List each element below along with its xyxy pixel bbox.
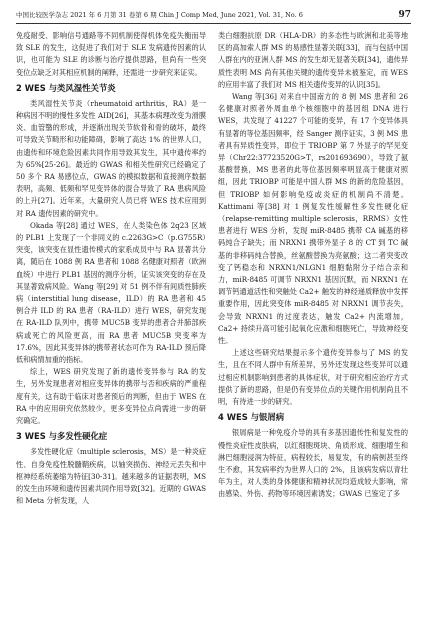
section-2-paragraph-3: 综上，WES 研究发现了新的遗传变异参与 RA 的发生，另外发现患者对相应变异体的携带与否和疾病的严重程度有关，这有助于临床对患者预后的判断，但由于 WES 在 RA 中的应用研究依然较少，更多变异位点尚需进一步的研究确定。 — [16, 367, 206, 426]
header-rule — [16, 23, 411, 24]
right-column — [218, 30, 408, 501]
journal-header: 中国比较医学杂志 2021 年 6 月第 31 卷第 6 期 Chin J Comp Med, June 2021, Vol. 31, No. 6 — [16, 11, 303, 19]
ms-summary-paragraph: 上述这些研究结果提示多个遗传变异参与了 MS 的发生，且在不同人群中有所差异，另外还发现这些变异可以通过相应机制影响到患者的具体症状，对于研究相应治疗方式提供了新的思路，但是仍有变异位点的关键作用机制尚且不明，有待进一步的研究。 — [218, 348, 408, 407]
wang-study-paragraph: Wang 等[36] 对来自中国南方的 8 例 MS 患者和 26 名健康对照者外周血单个核细胞中的基因组 DNA 进行 WES，共发现了 41227 个可能的变异，有 17 个变异体具有显著的等位基因频率，经 Sanger 测序证实，3 例 MS 患者具有异质性变异，即位于 TRIOBP 第 7 外显子的罕见变异（Chr22:37723520G>T，rs201693690），导致了氨基酸替换，MS 患者的此等位基因频率明显高于健康对照组，因此 TRIOBP 可能是中国人群 MS 的新的危险基因，但 TRIOBP 如何影响免疫或炎症的机制尚不清楚。Kattimani 等[38] 对 1 例复发性缓解性多发性硬化症（relapse-remitting multiple sclerosis，RRMS）女性患者进行 WES 分析，发现 miR-8485 携带 CA 碱基的移码纯合子缺失；而 NRXN1 携带外显子 8 的 CT 到 TC 碱基的非移码纯合替换，丝氨酸替换为亮氨酸；这二者突变改变了钙稳态和 NRXN1/NLGN1 细胞黏附分子结合亲和力，miR-8485 可调节 NRXN1 基因沉默，而 NRXN1 在调节钙通道活性和突触处 Ca2+ 触发的神经递质释放中发挥重要作用，因此突变体 miR-8485 对 NRXN1 调节丧失，会导致 NRXN1 的过度表达，触发 Ca2+ 内流增加，Ca2+ 持续升高可能引起氧化应激和细胞死亡，导致神经变性。 — [218, 92, 408, 346]
intro-paragraph: 免疫耐受、影响信号通路等不同机制使得机体免疫失衡而导致 SLE 的发生，这促进了我们对于 SLE 发病遗传因素的认识，也可能为 SLE 的诊断与治疗提供思路，但尚有一些突变位点缺乏对其相应机制的阐释，还需进一步研究来证实。 — [16, 31, 206, 77]
left-column — [16, 30, 206, 507]
page-header — [16, 8, 411, 22]
section-2-title: 2 WES 与类风湿性关节炎 — [16, 82, 116, 93]
section-4-paragraph-1: 银屑病是一种免疫介导的具有多基因遗传性和复发性的慢性炎症性皮肤病，以红细胞斑块、角质形成、细胞增生和淋巴细胞浸润为特征，病程较长，易复发，有的病例甚至终生不愈，其发病率约为世界人口的 2%，且该病发病以青壮年为主，对人类的身体健康和精神状况均造成较大影响，常由感染、外伤、药物等环境因素诱发；GWAS 已鉴定了多 — [218, 428, 408, 499]
continued-paragraph: 类白细胞抗原 DR（HLA-DR）的多态性与欧洲和北美等地区的高加索人群 MS 的易感性显著关联[33]，而与包括中国人群在内的亚洲人群 MS 的发生却无显著关联[34]，遗传异质性表明 MS 尚有其他关键的遗传变异未被鉴定，而 WES 的应用丰富了我们对 MS 相关遗传变异的认识[35]。 — [218, 31, 408, 89]
section-2-paragraph-2: Okada 等[28] 通过 WES，在人类染色体 2q23 区域的 PLB1 上发现了一个非同义的 c.2263G>C（p.G755R）突变，该突变在显性遗传模式的家系成员中与 RA 显著共分离，随后在 1088 例 RA 患者和 1088 名健康对照者（欧洲血统）中进行 PLB1 基因的测序分析，证实该突变的存在及其显著致病风险。Wang 等[29] 对 51 例不伴有间质性肺疾病（interstitial lung disease，ILD）的 RA 患者和 45 例合并 ILD 的 RA 患者（RA-ILD）进行 WES，研究发现在 RA-ILD 队列中，携带 MUC5B 变异的患者合并肺部疾病或死亡的风险更高，而 RA 患者 MUC5B 突变率为 17.6%，因此其变异体的携带者状态可作为 RA-ILD 预后降低和病情加重的指标。 — [16, 220, 206, 365]
section-3-paragraph-1: 多发性硬化症（multiple sclerosis，MS）是一种炎症性、自身免疫性脱髓鞘疾病，以轴突损伤、神经元丢失和中枢神经系统萎缩为特征[30-31]。越来越多的证据表明，MS 的发生由环境和遗传因素共同作用导致[32]。近期的 GWAS 和 Meta 分析发现，人 — [16, 447, 206, 506]
section-4-title: 4 WES 与银屑病 — [218, 412, 285, 423]
page-number: 97 — [398, 10, 411, 20]
section-3-title: 3 WES 与多发性硬化症 — [16, 431, 108, 442]
section-2-paragraph-1: 类风湿性关节炎（rheumatoid arthritis，RA）是一种病因不明的慢性多发性 AID[26]，其基本病理改变为滑膜炎、血管翳的形成，并逐渐出现关节软骨和骨的破坏，最终可导致关节畸形和功能障碍，影响了高达 1% 的世界人口，由遗传和环境危险因素共同作用导致其发生，其中遗传率约为 65%[25-26]。最近的 GWAS 和相关性研究已经确定了 50 多个 RA 易感位点，GWAS 的模拟数据和直接测序数据表明，高频、低频和罕见变异体的混合导致了 RA 患病风险的上升[27]。近年来，大量研究人员已将 WES 技术应用到对 RA 遗传因素的研究中。 — [16, 98, 206, 218]
